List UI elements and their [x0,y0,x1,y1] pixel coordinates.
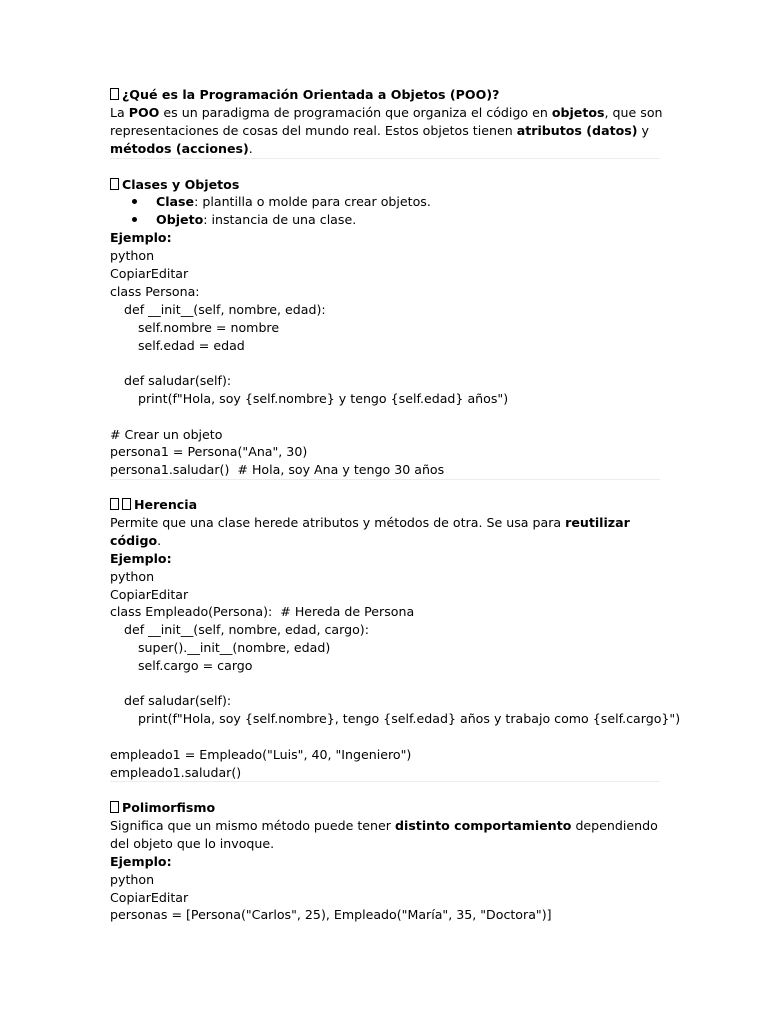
code-line: persona1 = Persona("Ana", 30) [110,444,308,459]
text: Permite que una clase herede atributos y métodos de otra. Se usa para [110,515,566,530]
code-language: python [110,569,155,584]
code-line: empleado1 = Empleado("Luis", 40, "Ingeniero") [110,747,412,762]
code-language: python [110,248,155,263]
missing-glyph-box-icon [110,498,119,510]
bold-text: código [110,533,158,548]
polimorfismo-line-2: del objeto que lo invoque. [110,836,275,851]
section-divider [110,479,660,480]
text: : plantilla o molde para crear objetos. [194,194,431,209]
herencia-title: Herencia [134,497,198,512]
code-line: class Empleado(Persona): # Hereda de Persona [110,604,415,619]
code-line: # Crear un objeto [110,427,223,442]
list-item [156,193,431,211]
code-line: self.nombre = nombre [138,320,280,335]
code-line: def saludar(self): [124,693,232,708]
example-label: Ejemplo: [110,551,172,566]
bullet-icon [132,217,137,222]
code-line: self.edad = edad [138,338,245,353]
text: representaciones de cosas del mundo real. Estos objetos tienen [110,123,517,138]
section-divider [110,781,660,782]
bold-text: objetos [551,105,605,120]
bullet-icon [132,199,137,204]
clases-heading [110,176,239,194]
list-item [156,211,356,229]
herencia-line-1 [110,514,630,532]
bold-text: reutilizar [565,515,630,530]
intro-line-3 [110,140,253,158]
code-line: empleado1.saludar() [110,765,242,780]
bold-text: atributos (datos) [516,123,638,138]
text: . [157,533,162,548]
code-line: self.cargo = cargo [138,658,253,673]
text: : instancia de una clase. [203,212,357,227]
example-label: Ejemplo: [110,854,172,869]
polimorfismo-title: Polimorfismo [122,800,216,815]
polimorfismo-line-1 [110,817,658,835]
text: y [637,123,649,138]
text: La [110,105,129,120]
text: es un paradigma de programación que organiza el código en [159,105,552,120]
bold-text: POO [128,105,160,120]
code-line: def __init__(self, nombre, edad, cargo): [124,622,369,637]
bold-text: Clase [156,194,195,209]
clases-title: Clases y Objetos [122,177,240,192]
code-line: super().__init__(nombre, edad) [138,640,331,655]
herencia-heading [110,496,197,514]
herencia-line-2 [110,532,161,550]
code-line: def saludar(self): [124,373,232,388]
polimorfismo-heading [110,799,215,817]
code-line: persona1.saludar() # Hola, soy Ana y tengo 30 años [110,462,445,477]
missing-glyph-box-icon [122,498,131,510]
copy-edit-text: CopiarEditar [110,890,189,905]
missing-glyph-box-icon [110,88,119,100]
code-line: print(f"Hola, soy {self.nombre}, tengo {self.edad} años y trabajo como {self.cargo}") [138,711,681,726]
text: . [248,141,253,156]
bold-text: métodos (acciones) [110,141,249,156]
example-label: Ejemplo: [110,230,172,245]
text: , que son [604,105,663,120]
bold-text: Objeto [156,212,204,227]
text: Significa que un mismo método puede tener [110,818,395,833]
code-line: print(f"Hola, soy {self.nombre} y tengo {self.edad} años") [138,391,509,406]
code-line: personas = [Persona("Carlos", 25), Empleado("María", 35, "Doctora")] [110,907,552,922]
copy-edit-text: CopiarEditar [110,587,189,602]
section-divider [110,158,660,159]
code-line: class Persona: [110,284,200,299]
copy-edit-text: CopiarEditar [110,266,189,281]
intro-heading [110,86,499,104]
intro-line-1 [110,104,663,122]
intro-title: ¿Qué es la Programación Orientada a Objetos (POO)? [122,87,500,102]
text: dependiendo [571,818,658,833]
missing-glyph-box-icon [110,178,119,190]
intro-line-2 [110,122,649,140]
missing-glyph-box-icon [110,801,119,813]
bold-text: distinto comportamiento [394,818,572,833]
code-line: def __init__(self, nombre, edad): [124,302,326,317]
code-language: python [110,872,155,887]
